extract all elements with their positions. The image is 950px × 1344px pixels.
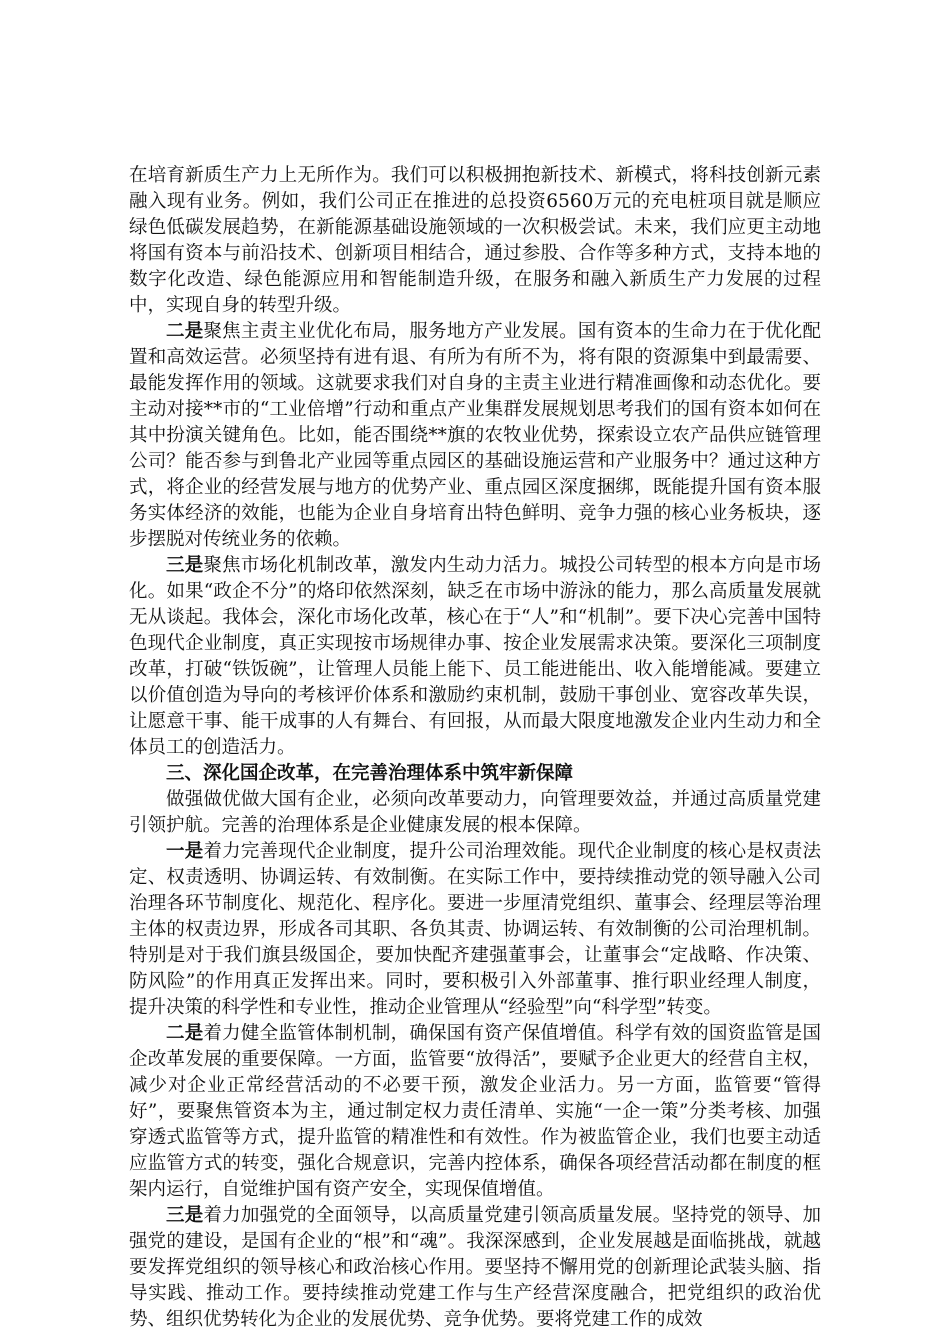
document-body — [129, 163, 821, 1333]
paragraph-second-point — [129, 319, 821, 553]
paragraph-first-point — [129, 839, 821, 1021]
paragraph-text: 聚焦主责主业优化布局，服务地方产业发展。国有资本的生命力在于优化配置和高效运营。必须坚持有进有退、有所为有所不为，将有限的资源集中到最需要、最能发挥作用的领域。这就要求我们对自身的主责主业进行精准画像和动态优化。要主动对接**市的“工业倍增”行动和重点产业集群发展规划思考我们的国有资本如何在其中扮演关键角色。比如，能否围绕**旗的农牧业优势，探索设立农产品供应链管理公司？能否参与到鲁北产业园等重点园区的基础设施运营和产业服务中？通过这种方式，将企业的经营发展与地方的优势产业、重点园区深度捆绑，既能提升国有资本服务实体经济的效能，也能为企业自身培育出特色鲜明、竞争力强的核心业务板块，逐步摆脱对传统业务的依赖。 — [129, 321, 821, 550]
paragraph-third-point — [129, 553, 821, 761]
paragraph-text: 着力加强党的全面领导，以高质量党建引领高质量发展。坚持党的领导、加强党的建设，是国有企业的“根”和“魂”。我深深感到，企业发展越是面临挑战，就越要发挥党组织的领导核心和政治核心作用。要坚持不懈用党的创新理论武装头脑、指导实践、推动工作。要持续推动党建工作与生产经营深度融合，把党组织的政治优势、组织优势转化为企业的发展优势、竞争优势。要将党建工作的成效 — [129, 1205, 821, 1330]
paragraph-continued — [129, 163, 821, 319]
paragraph-lead: 三是 — [166, 555, 204, 576]
paragraph-text: 着力健全监管体制机制，确保国有资产保值增值。科学有效的国资监管是国企改革发展的重要保障。一方面，监管要“放得活”，要赋予企业更大的经营自主权，减少对企业正常经营活动的不必要干预，激发企业活力。另一方面，监管要“管得好”，要聚焦管资本为主，通过制定权力责任清单、实施“一企一策”分类考核、加强穿透式监管等方式，提升监管的精准性和有效性。作为被监管企业，我们也要主动适应监管方式的转变，强化合规意识，完善内控体系，确保各项经营活动都在制度的框架内运行，自觉维护国有资产安全，实现保值增值。 — [129, 1023, 821, 1200]
paragraph-third-point — [129, 1203, 821, 1333]
section-heading: 三、深化国企改革，在完善治理体系中筑牢新保障 — [166, 763, 574, 784]
paragraph-lead: 一是 — [166, 841, 204, 862]
section-intro-paragraph — [129, 787, 821, 839]
paragraph-text: 聚焦市场化机制改革，激发内生动力活力。城投公司转型的根本方向是市场化。如果“政企不分”的烙印依然深刻，缺乏在市场中游泳的能力，那么高质量发展就无从谈起。我体会，深化市场化改革，核心在于“人”和“机制”。要下决心完善中国特色现代企业制度，真正实现按市场规律办事、按企业发展需求决策。要深化三项制度改革，打破“铁饭碗”，让管理人员能上能下、员工能进能出、收入能增能减。要建立以价值创造为导向的考核评价体系和激励约束机制，鼓励干事创业、宽容改革失误，让愿意干事、能干成事的人有舞台、有回报，从而最大限度地激发企业内生动力和全体员工的创造活力。 — [129, 555, 821, 758]
paragraph-second-point — [129, 1021, 821, 1203]
paragraph-text: 做强做优做大国有企业，必须向改革要动力，向管理要效益，并通过高质量党建引领护航。完善的治理体系是企业健康发展的根本保障。 — [129, 789, 821, 836]
paragraph-lead: 二是 — [166, 321, 204, 342]
paragraph-text: 着力完善现代企业制度，提升公司治理效能。现代企业制度的核心是权责法定、权责透明、协调运转、有效制衡。在实际工作中，要持续推动党的领导融入公司治理各环节制度化、规范化、程序化。要进一步厘清党组织、董事会、经理层等治理主体的权责边界，形成各司其职、各负其责、协调运转、有效制衡的公司治理机制。特别是对于我们旗县级国企，要加快配齐建强董事会，让董事会“定战略、作决策、防风险”的作用真正发挥出来。同时，要积极引入外部董事、推行职业经理人制度，提升决策的科学性和专业性，推动企业管理从“经验型”向“科学型”转变。 — [129, 841, 821, 1018]
paragraph-lead: 三是 — [166, 1205, 204, 1226]
paragraph-lead: 二是 — [166, 1023, 204, 1044]
paragraph-text: 在培育新质生产力上无所作为。我们可以积极拥抱新技术、新模式，将科技创新元素融入现有业务。例如，我们公司正在推进的总投资6560万元的充电桩项目就是顺应绿色低碳发展趋势，在新能源基础设施领域的一次积极尝试。未来，我们应更主动地将国有资本与前沿技术、创新项目相结合，通过参股、合作等多种方式，支持本地的数字化改造、绿色能源应用和智能制造升级，在服务和融入新质生产力发展的过程中，实现自身的转型升级。 — [129, 165, 821, 316]
